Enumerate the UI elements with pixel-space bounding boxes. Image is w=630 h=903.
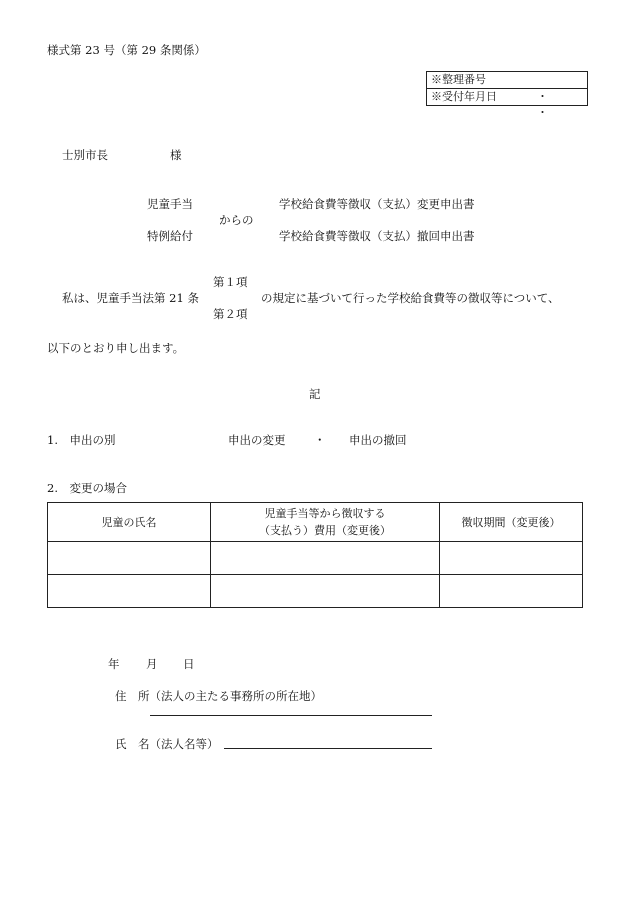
statement-clause-2: 第２項 [213, 307, 248, 321]
header-fee-line-2: （支払う）費用（変更後） [259, 524, 391, 537]
receipt-date-row [427, 88, 587, 119]
header-child-name: 児童の氏名 [48, 503, 211, 542]
cell-fee[interactable] [211, 575, 440, 608]
item2-label: 2. 変更の場合 [47, 481, 127, 495]
title-withdraw-request: 学校給食費等徴収（支払）撤回申出書 [279, 229, 475, 243]
table-header-row [48, 503, 583, 542]
reference-number-label: ※整理番号 [431, 73, 486, 86]
cell-child-name[interactable] [48, 542, 211, 575]
cell-period[interactable] [440, 575, 583, 608]
item1-option-withdraw[interactable]: 申出の撤回 [349, 433, 407, 447]
change-table [47, 502, 583, 608]
reference-number-row [427, 72, 587, 88]
cell-fee[interactable] [211, 542, 440, 575]
address-line[interactable] [150, 715, 432, 716]
item1-separator: ・ [314, 433, 326, 447]
addressee-honorific: 様 [170, 148, 182, 162]
statement-suffix: の規定に基づいて行った学校給食費等の徴収等について、 [261, 291, 560, 305]
title-option-child-allowance: 児童手当 [147, 197, 193, 211]
statement-line-2: 以下のとおり申し出ます。 [47, 341, 185, 355]
title-connector: からの [219, 213, 254, 227]
footer-month: 月 [146, 657, 158, 671]
table-row [48, 575, 583, 608]
form-number: 様式第 23 号（第 29 条関係） [47, 43, 206, 57]
title-change-request: 学校給食費等徴収（支払）変更申出書 [279, 197, 475, 211]
statement-clause-1: 第１項 [213, 275, 248, 289]
receipt-date-label: ※受付年月日 [431, 90, 497, 103]
footer-year: 年 [108, 657, 120, 671]
footer-day: 日 [183, 657, 195, 671]
header-fee [211, 503, 440, 542]
item1-label: 1. 申出の別 [47, 433, 116, 447]
table-row [48, 542, 583, 575]
header-fee-line-1: 児童手当等から徴収する [264, 507, 386, 520]
item1-option-change[interactable]: 申出の変更 [228, 433, 286, 447]
address-label: 住 所（法人の主たる事務所の所在地） [115, 689, 322, 703]
statement-prefix: 私は、児童手当法第 21 条 [62, 291, 199, 305]
title-option-special-benefit: 特例給付 [147, 229, 193, 243]
cell-child-name[interactable] [48, 575, 211, 608]
receipt-date-separators: ・ ・ [537, 90, 562, 119]
name-line[interactable] [224, 748, 432, 749]
reference-box [426, 71, 588, 119]
header-period: 徴収期間（変更後） [440, 503, 583, 542]
cell-period[interactable] [440, 542, 583, 575]
ki-heading: 記 [309, 387, 321, 401]
addressee-mayor: 士別市長 [62, 148, 108, 162]
name-label: 氏 名（法人名等） [115, 737, 219, 751]
